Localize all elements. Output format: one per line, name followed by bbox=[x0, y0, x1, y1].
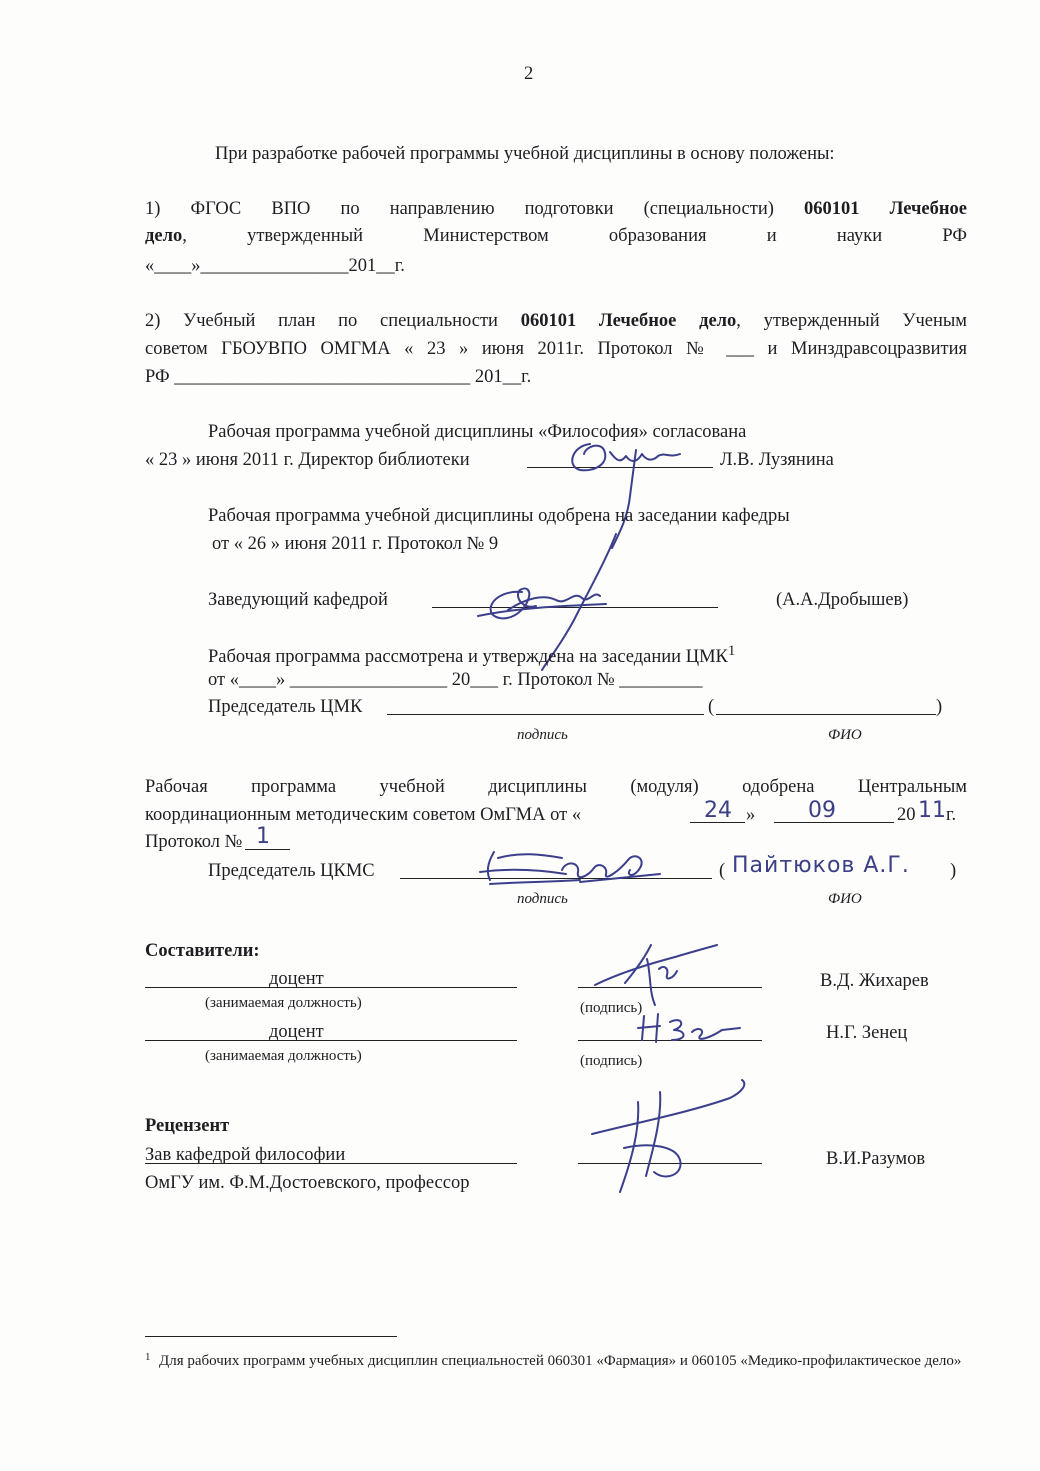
library-line2: « 23 » июня 2011 г. Директор библиотеки bbox=[145, 450, 470, 470]
item1-line1: 1) ФГОС ВПО по направлению подготовки (специальности) 060101 Лечебное bbox=[145, 199, 967, 219]
footnote-mark: 1 bbox=[145, 1351, 151, 1363]
author2-name: Н.Г. Зенец bbox=[826, 1023, 908, 1043]
authors-heading: Составители: bbox=[145, 941, 260, 961]
ckms-chair-label: Председатель ЦКМС bbox=[208, 861, 375, 881]
ckms-chair-name: Пайтюков А.Г. bbox=[732, 853, 910, 878]
ckms-month: 09 bbox=[808, 798, 836, 823]
author2-position: доцент bbox=[269, 1022, 324, 1042]
reviewer-signature bbox=[580, 1072, 760, 1202]
cmk-line2: от «____» _________________ 20___ г. Протокол № _________ bbox=[208, 670, 703, 690]
cmk-fio-line bbox=[716, 714, 936, 715]
library-director-name: Л.В. Лузянина bbox=[720, 450, 834, 470]
intro-text: При разработке рабочей программы учебной дисциплины в основу положены: bbox=[215, 144, 835, 164]
cmk-fio-caption: ФИО bbox=[828, 727, 862, 743]
item2-line1: 2) Учебный план по специальности 060101 Лечебное дело, утвержденный Ученым bbox=[145, 311, 967, 331]
ckms-year-unit: г. bbox=[946, 805, 957, 825]
cmk-signature-line bbox=[387, 714, 704, 715]
author2-signature bbox=[630, 1008, 750, 1048]
author1-name: В.Д. Жихарев bbox=[820, 971, 929, 991]
footnote-separator bbox=[145, 1336, 397, 1337]
cmk-fio-open: ( bbox=[708, 697, 715, 717]
item2-line2: советом ГБОУВПО ОМГМА « 23 » июня 2011г. Протокол № ___ и Минздравсоцразвития bbox=[145, 339, 967, 359]
department-head-label: Заведующий кафедрой bbox=[208, 590, 388, 610]
item1-specialty: 060101 Лечебное bbox=[803, 199, 967, 219]
author1-position-line bbox=[145, 987, 517, 988]
ckms-sign-caption: подпись bbox=[517, 891, 568, 907]
author2-sign-caption: (подпись) bbox=[580, 1053, 643, 1069]
ckms-protocol-line bbox=[245, 849, 290, 850]
cmk-fio-close: ) bbox=[936, 697, 943, 717]
cmk-line1: Рабочая программа рассмотрена и утверждена на заседании ЦМК$^1$ bbox=[208, 643, 736, 668]
item1-date-line: «____»________________201__г. bbox=[145, 256, 405, 276]
cmk-sign-caption: подпись bbox=[517, 727, 568, 743]
reviewer-position-line bbox=[145, 1163, 517, 1164]
author1-sign-caption: (подпись) bbox=[580, 1000, 643, 1016]
ckms-fio-caption: ФИО bbox=[828, 891, 862, 907]
library-line1: Рабочая программа учебной дисциплины «Философия» согласована bbox=[208, 422, 747, 442]
department-line2: от « 26 » июня 2011 г. Протокол № 9 bbox=[212, 534, 499, 554]
ckms-protocol-label: Протокол № bbox=[145, 832, 243, 852]
cmk-chair-label: Председатель ЦМК bbox=[208, 697, 363, 717]
reviewer-affiliation: ОмГУ им. Ф.М.Достоевского, профессор bbox=[145, 1173, 470, 1193]
ckms-protocol-number: 1 bbox=[256, 824, 270, 849]
ckms-fio-close: ) bbox=[950, 861, 957, 881]
author1-position: доцент bbox=[269, 969, 324, 989]
item1-line2: дело, утвержденный Министерством образования и науки РФ bbox=[145, 226, 967, 246]
ckms-day: 24 bbox=[704, 798, 732, 823]
department-head-name: (А.А.Дробышев) bbox=[776, 590, 909, 610]
ckms-fio-open: ( bbox=[719, 861, 726, 881]
ckms-year-suffix: 11 bbox=[918, 798, 946, 823]
author1-position-caption: (занимаемая должность) bbox=[205, 995, 362, 1011]
author1-signature bbox=[585, 935, 725, 1015]
department-line1: Рабочая программа учебной дисциплины одобрена на заседании кафедры bbox=[208, 506, 790, 526]
ckms-line2-prefix: координационным методическим советом ОмГМА от « bbox=[145, 805, 582, 825]
reviewer-name: В.И.Разумов bbox=[826, 1149, 926, 1169]
ckms-chair-signature bbox=[470, 842, 670, 892]
item2-line3: РФ ________________________________ 201__г. bbox=[145, 367, 532, 387]
cmk-footnote-mark: 1 bbox=[727, 643, 736, 659]
item2-specialty: 060101 Лечебное дело bbox=[520, 311, 737, 331]
ckms-day-close: » bbox=[746, 805, 756, 825]
footnote-text: Для рабочих программ учебных дисциплин специальностей 060301 «Фармация» и 060105 «Медико-профилактическое дело» bbox=[159, 1353, 962, 1369]
author2-position-line bbox=[145, 1040, 517, 1041]
page-number: 2 bbox=[524, 64, 534, 84]
ckms-year-prefix: 20 bbox=[897, 805, 916, 825]
reviewer-heading: Рецензент bbox=[145, 1116, 230, 1136]
reviewer-position: Зав кафедрой философии bbox=[145, 1145, 346, 1165]
author2-position-caption: (занимаемая должность) bbox=[205, 1048, 362, 1064]
ckms-line1: Рабочая программа учебной дисциплины (модуля) одобрена Центральным bbox=[145, 777, 967, 797]
